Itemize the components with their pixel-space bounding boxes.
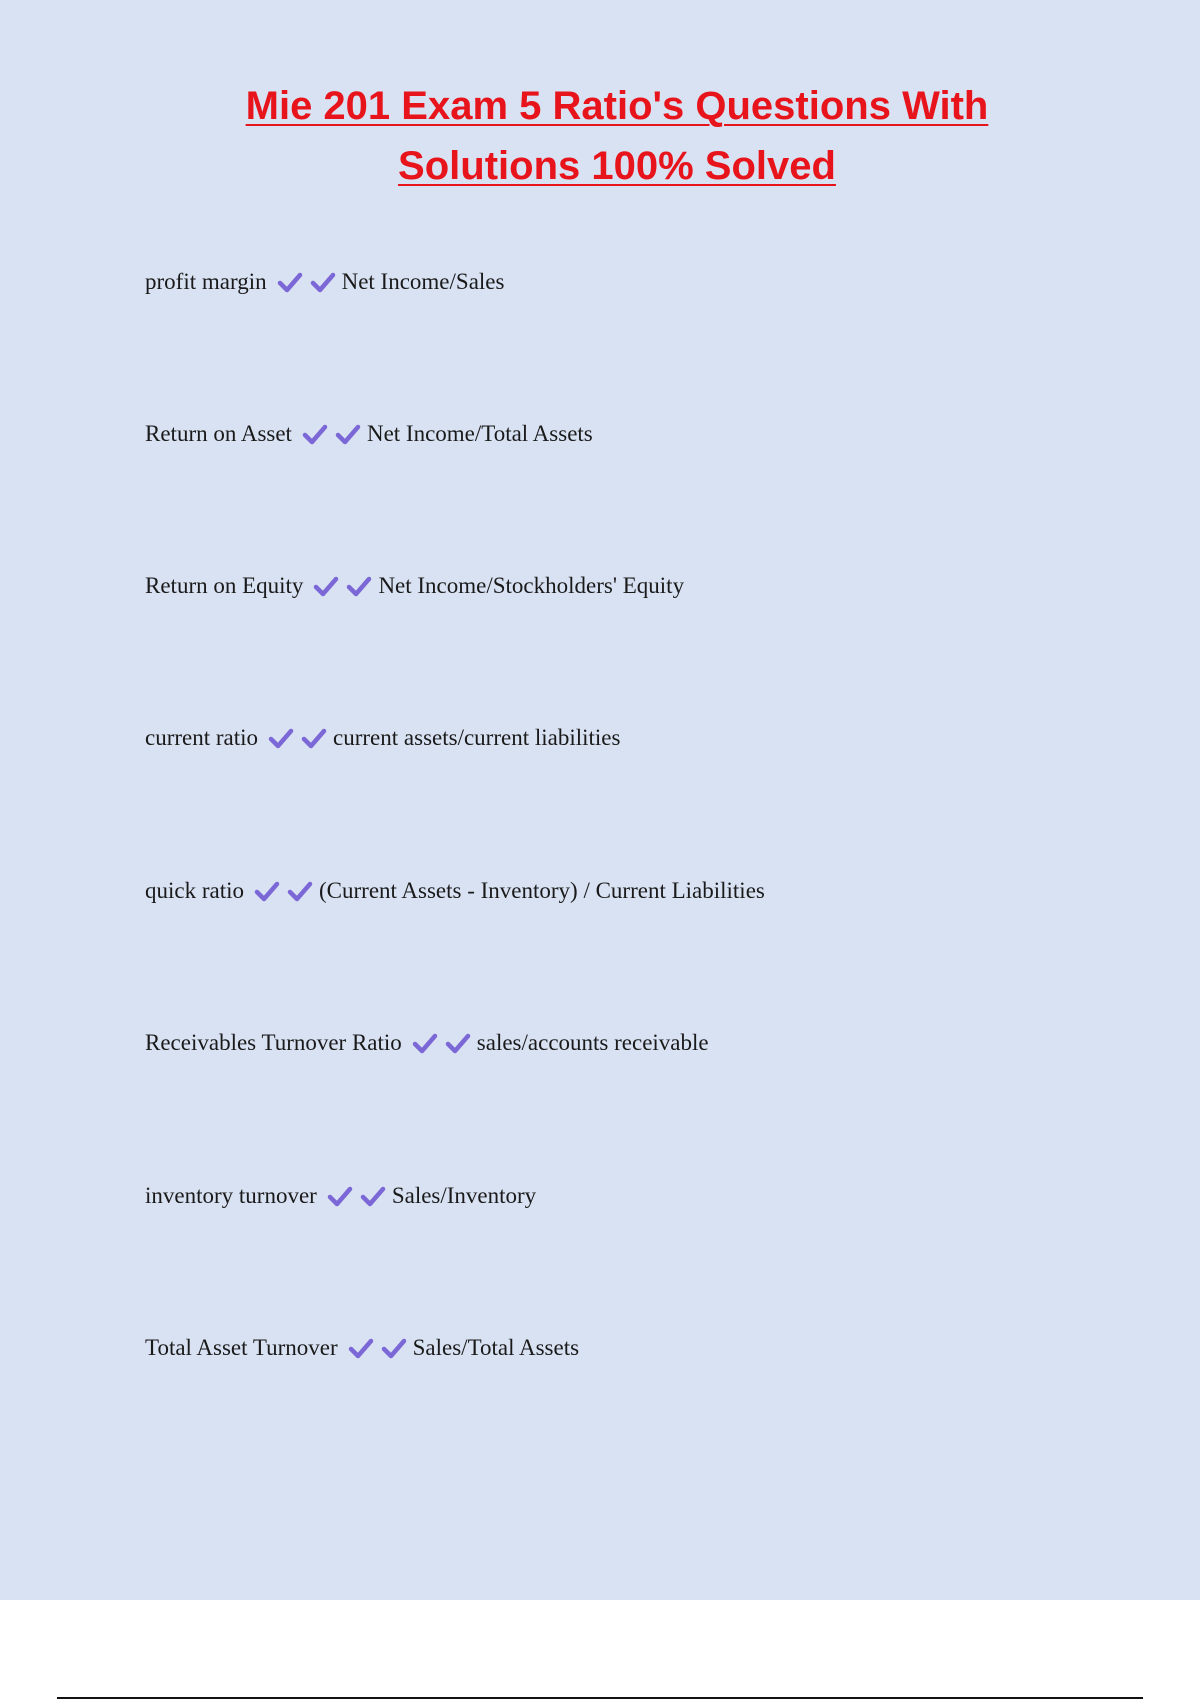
answer-text: Net Income/Total Assets (366, 421, 593, 446)
question-term: Total Asset Turnover (145, 1335, 338, 1360)
qa-entry (145, 419, 593, 449)
answer-text: Sales/Total Assets (412, 1335, 580, 1360)
question-term: current ratio (145, 725, 259, 750)
answer-text: Net Income/Stockholders' Equity (378, 573, 685, 598)
check-icon (302, 423, 328, 445)
check-icon (268, 727, 294, 749)
check-icon (301, 727, 327, 749)
question-term: inventory turnover (145, 1183, 317, 1208)
answer-text: (Current Assets - Inventory) / Current Liabilities (319, 878, 765, 903)
footer-divider (57, 1697, 1143, 1699)
check-icon (277, 271, 303, 293)
qa-entry (145, 1181, 536, 1211)
qa-entry (145, 1333, 579, 1363)
qa-entry (145, 723, 620, 753)
qa-entry (145, 1028, 709, 1058)
check-pair (412, 1032, 474, 1054)
check-icon (360, 1185, 386, 1207)
qa-entry (145, 571, 684, 601)
check-pair (302, 423, 364, 445)
check-icon (335, 423, 361, 445)
check-pair (277, 271, 339, 293)
check-pair (327, 1185, 389, 1207)
title-line-2: Solutions 100% Solved (398, 144, 836, 188)
answer-text: sales/accounts receivable (476, 1030, 709, 1055)
check-pair (348, 1337, 410, 1359)
check-icon (445, 1032, 471, 1054)
check-icon (346, 575, 372, 597)
qa-entry (145, 876, 765, 906)
check-icon (327, 1185, 353, 1207)
question-term: quick ratio (145, 878, 244, 903)
document-title (0, 76, 1200, 196)
check-pair (313, 575, 375, 597)
check-icon (287, 880, 313, 902)
check-pair (254, 880, 316, 902)
check-pair (268, 727, 330, 749)
check-icon (381, 1337, 407, 1359)
answer-text: Net Income/Sales (341, 269, 505, 294)
title-line-1: Mie 201 Exam 5 Ratio's Questions With (245, 84, 989, 128)
check-icon (310, 271, 336, 293)
answer-text: Sales/Inventory (391, 1183, 537, 1208)
answer-text: current assets/current liabilities (333, 725, 621, 750)
check-icon (412, 1032, 438, 1054)
check-icon (348, 1337, 374, 1359)
check-icon (313, 575, 339, 597)
question-term: Return on Asset (145, 421, 292, 446)
qa-entry (145, 267, 504, 297)
question-term: Receivables Turnover Ratio (145, 1030, 402, 1055)
check-icon (254, 880, 280, 902)
question-term: profit margin (145, 269, 267, 294)
question-term: Return on Equity (145, 573, 304, 598)
